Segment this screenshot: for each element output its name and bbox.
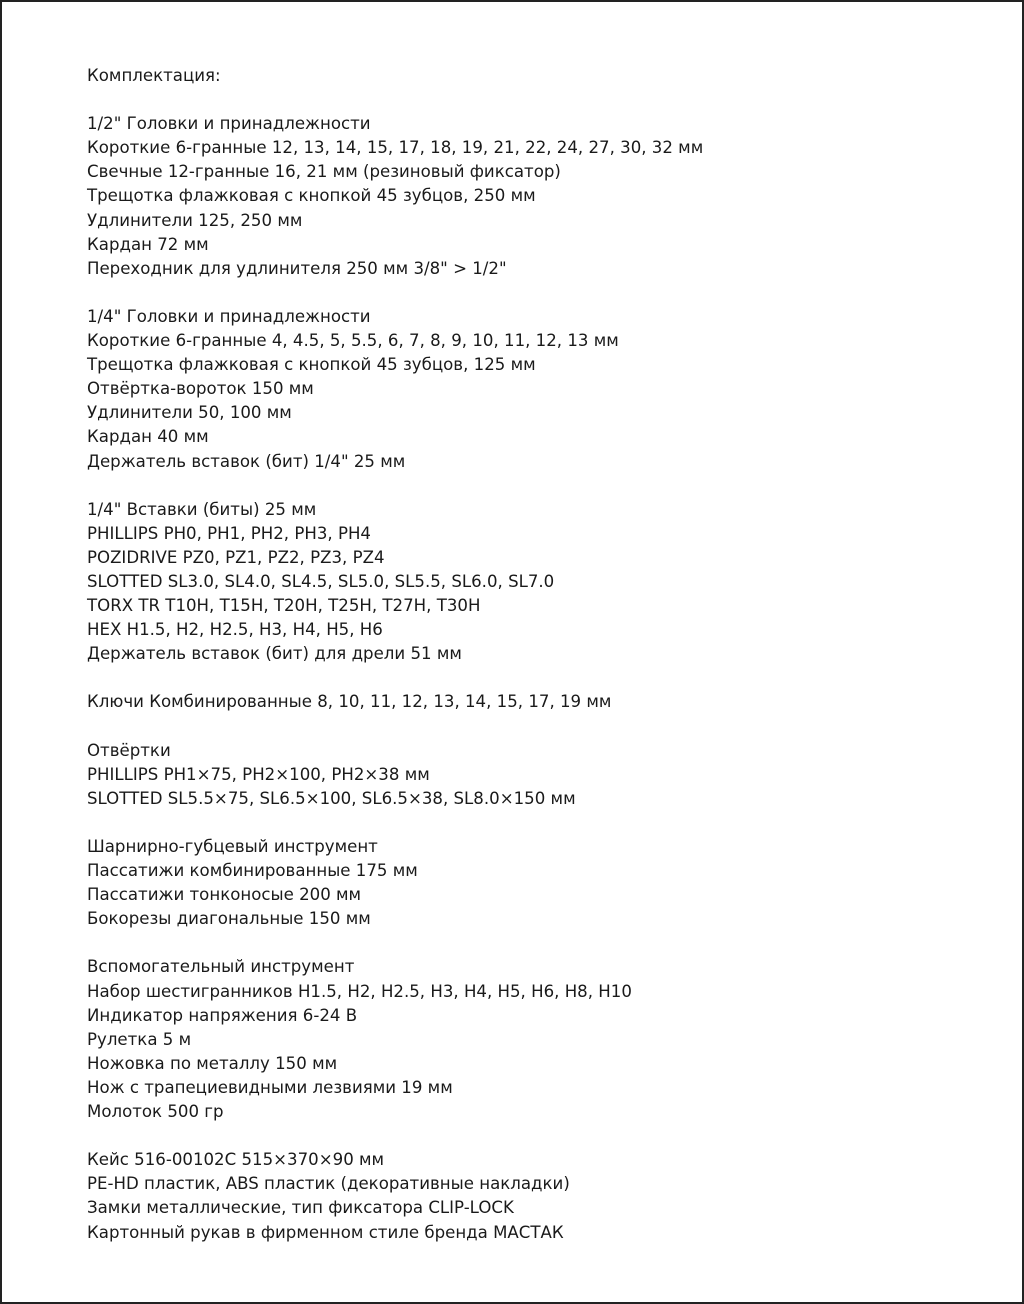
- sections: [87, 88, 703, 1245]
- list-item: POZIDRIVE PZ0, PZ1, PZ2, PZ3, PZ4: [87, 547, 385, 567]
- list-item: Трещотка флажковая с кнопкой 45 зубцов, 125 мм: [87, 355, 536, 375]
- list-item: Отвёртка-вороток 150 мм: [87, 379, 314, 399]
- list-item: Свечные 12-гранные 16, 21 мм (резиновый фиксатор): [87, 162, 561, 182]
- section-title: 1/4" Головки и принадлежности: [87, 306, 371, 326]
- section-spacer: [87, 666, 703, 690]
- list-item: PE-HD пластик, ABS пластик (декоративные накладки): [87, 1174, 570, 1194]
- list-item: Короткие 6-гранные 4, 4.5, 5, 5.5, 6, 7, 8, 9, 10, 11, 12, 13 мм: [87, 331, 619, 351]
- list-item: Держатель вставок (бит) 1/4" 25 мм: [87, 451, 406, 471]
- list-item: SLOTTED SL5.5×75, SL6.5×100, SL6.5×38, SL8.0×150 мм: [87, 788, 576, 808]
- section-title: 1/2" Головки и принадлежности: [87, 114, 371, 134]
- list-item: Удлинители 125, 250 мм: [87, 210, 303, 230]
- section-spacer: [87, 715, 703, 739]
- section-title: Ключи Комбинированные 8, 10, 11, 12, 13, 14, 15, 17, 19 мм: [87, 692, 612, 712]
- section-title: Шарнирно-губцевый инструмент: [87, 837, 378, 856]
- document-body: [87, 64, 703, 1245]
- list-item: Удлинители 50, 100 мм: [87, 403, 292, 423]
- list-item: Индикатор напряжения 6-24 В: [87, 1005, 358, 1025]
- list-item: TORX TR T10H, T15H, T20H, T25H, T27H, T30H: [87, 596, 481, 616]
- section-spacer: [87, 811, 703, 835]
- list-item: Рулетка 5 м: [87, 1029, 192, 1049]
- list-item: Набор шестигранников H1.5, H2, H2.5, H3, H4, H5, H6, H8, H10: [87, 981, 632, 1001]
- section-spacer: [87, 474, 703, 498]
- list-item: PHILLIPS PH0, PH1, PH2, PH3, PH4: [87, 523, 371, 543]
- list-item: Держатель вставок (бит) для дрели 51 мм: [87, 644, 462, 664]
- list-item: Пассатижи комбинированные 175 мм: [87, 861, 418, 881]
- section-spacer: [87, 931, 703, 955]
- section-title: 1/4" Вставки (биты) 25 мм: [87, 499, 317, 519]
- list-item: Картонный рукав в фирменном стиле бренда МАСТАК: [87, 1222, 564, 1242]
- list-item: Бокорезы диагональные 150 мм: [87, 909, 371, 929]
- list-item: Ножовка по металлу 150 мм: [87, 1053, 338, 1073]
- section-title: Вспомогательный инструмент: [87, 957, 355, 977]
- list-item: Пассатижи тонконосые 200 мм: [87, 885, 362, 905]
- section-spacer: [87, 281, 703, 305]
- list-item: Нож с трапециевидными лезвиями 19 мм: [87, 1077, 453, 1097]
- list-item: PHILLIPS PH1×75, PH2×100, PH2×38 мм: [87, 764, 430, 784]
- section-title: Отвёртки: [87, 740, 171, 760]
- section-title: Кейс 516-00102С 515×370×90 мм: [87, 1150, 385, 1170]
- list-item: Кардан 40 мм: [87, 427, 209, 447]
- list-item: Замки металлические, тип фиксатора CLIP-LOCK: [87, 1198, 514, 1218]
- list-item: Короткие 6-гранные 12, 13, 14, 15, 17, 18, 19, 21, 22, 24, 27, 30, 32 мм: [87, 138, 704, 158]
- section-spacer: [87, 1124, 703, 1148]
- list-item: HEX H1.5, H2, H2.5, H3, H4, H5, H6: [87, 620, 383, 640]
- doc-heading: Комплектация:: [87, 66, 221, 85]
- list-item: Переходник для удлинителя 250 мм 3/8" > 1/2": [87, 258, 507, 278]
- list-item: Трещотка флажковая с кнопкой 45 зубцов, 250 мм: [87, 186, 536, 206]
- list-item: Кардан 72 мм: [87, 234, 209, 254]
- list-item: SLOTTED SL3.0, SL4.0, SL4.5, SL5.0, SL5.5, SL6.0, SL7.0: [87, 571, 555, 591]
- section-spacer: [87, 88, 703, 112]
- list-item: Молоток 500 гр: [87, 1102, 224, 1122]
